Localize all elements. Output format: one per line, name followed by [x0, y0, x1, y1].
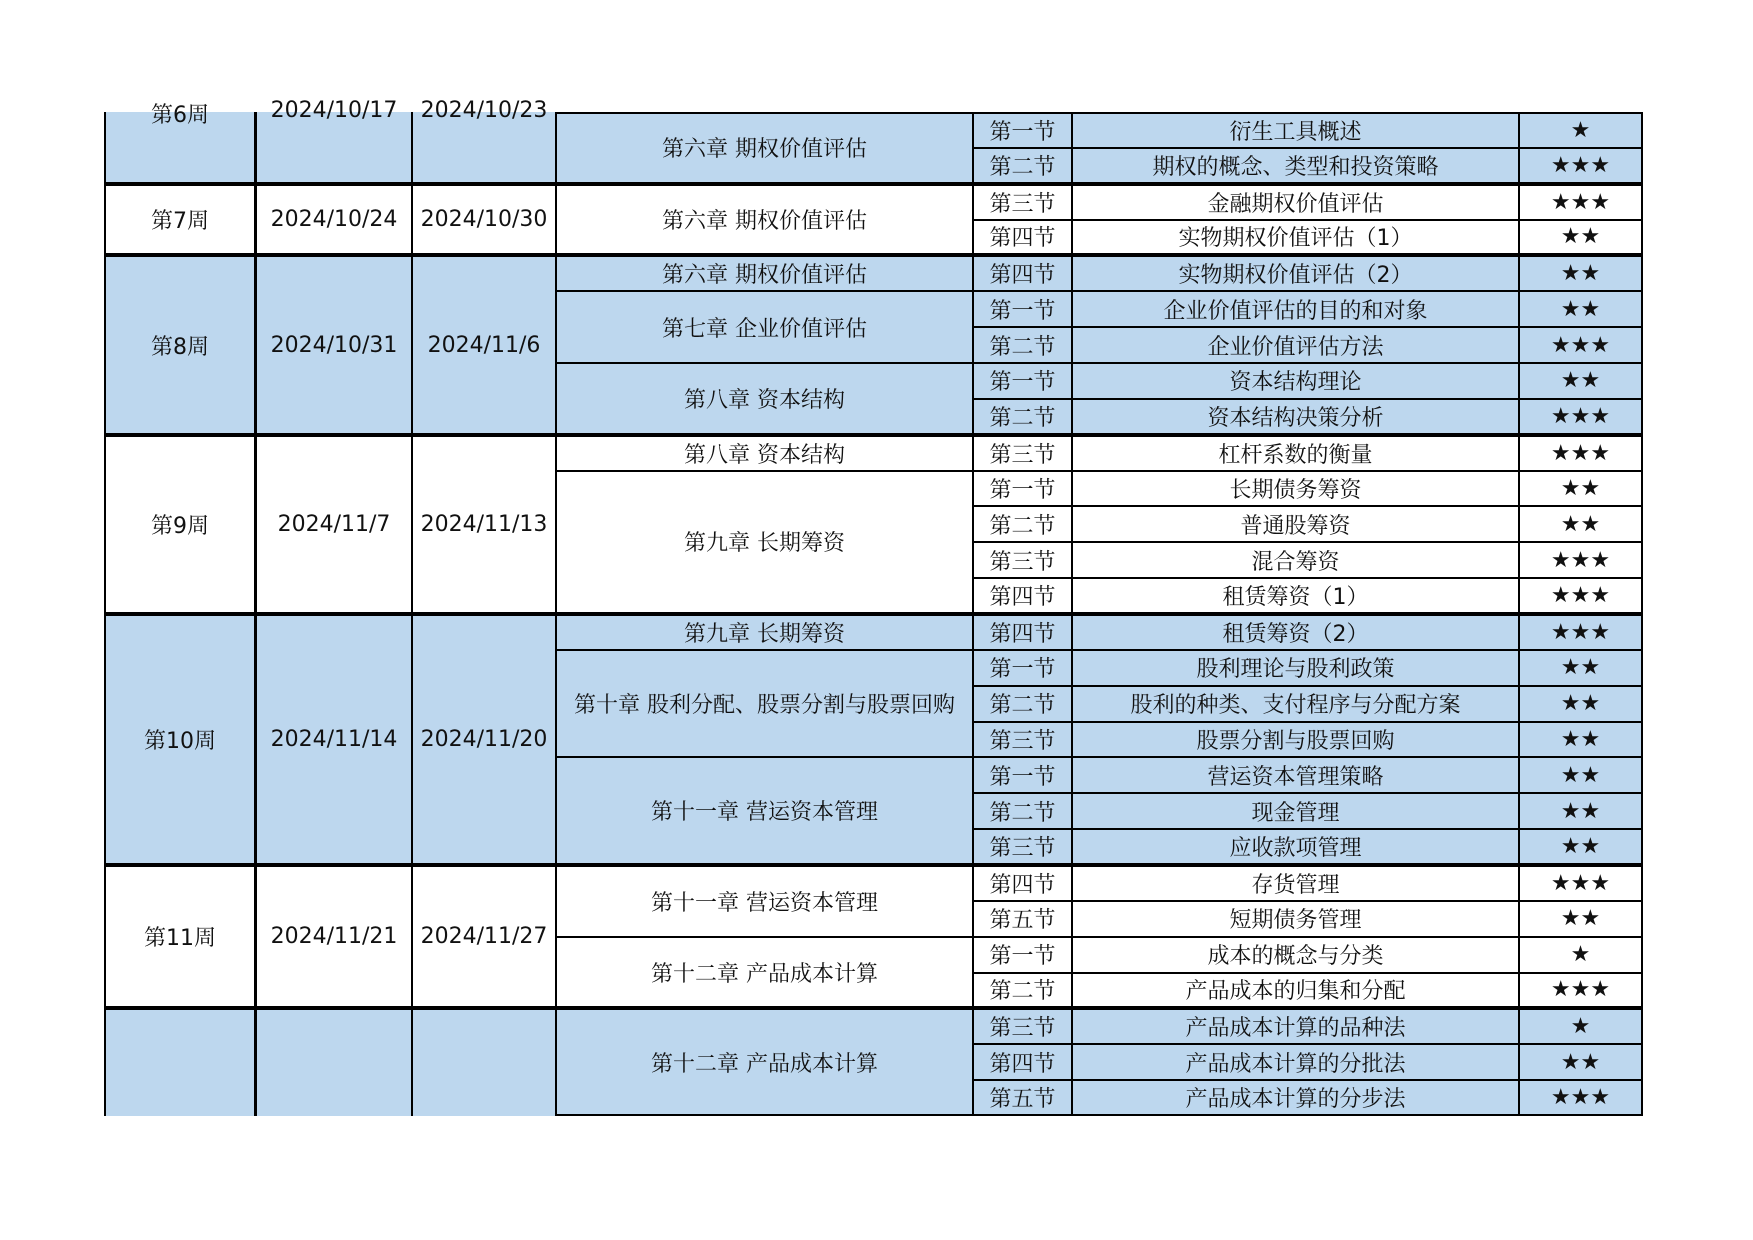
section-cell — [973, 506, 1072, 542]
section-cell-text: 第二节 — [989, 800, 1056, 826]
topic-cell — [1072, 865, 1519, 901]
section-cell-text: 第一节 — [989, 477, 1056, 503]
importance-stars — [1519, 793, 1643, 829]
chapter-cell — [556, 471, 973, 614]
importance-stars — [1519, 291, 1643, 327]
section-cell-text: 第四节 — [989, 621, 1056, 647]
end-date — [412, 255, 556, 434]
topic-cell — [1072, 650, 1519, 686]
importance-stars — [1519, 184, 1643, 220]
topic-cell-text: 成本的概念与分类 — [1207, 944, 1384, 970]
importance-stars-text: ★★ — [1560, 368, 1601, 394]
topic-cell — [1072, 542, 1519, 578]
chapter-cell-text: 第十一章 营运资本管理 — [651, 890, 878, 916]
importance-stars-text: ★★ — [1560, 655, 1601, 681]
importance-stars — [1519, 471, 1643, 507]
importance-stars — [1519, 650, 1643, 686]
topic-cell-text: 股票分割与股票回购 — [1196, 728, 1395, 754]
importance-stars — [1519, 327, 1643, 363]
topic-cell-text: 普通股筹资 — [1240, 513, 1351, 539]
section-cell-text: 第二节 — [989, 154, 1056, 180]
importance-stars-text: ★ — [1570, 117, 1591, 143]
topic-cell-text: 产品成本计算的品种法 — [1185, 1016, 1406, 1042]
end-date — [412, 614, 556, 865]
section-cell — [973, 327, 1072, 363]
importance-stars-text: ★★★ — [1550, 619, 1611, 645]
start-date — [256, 614, 412, 865]
topic-cell-text: 资本结构理论 — [1229, 370, 1362, 396]
end-date — [412, 184, 556, 256]
importance-stars — [1519, 1080, 1643, 1116]
topic-cell — [1072, 722, 1519, 758]
end-date-text: 2024/10/30 — [420, 207, 548, 233]
chapter-cell-text: 第六章 期权价值评估 — [662, 263, 867, 289]
topic-cell-text: 期权的概念、类型和投资策略 — [1152, 154, 1439, 180]
section-cell — [973, 722, 1072, 758]
section-cell-text: 第三节 — [989, 191, 1056, 217]
start-date — [256, 255, 412, 434]
chapter-cell — [556, 435, 973, 471]
topic-cell-text: 企业价值评估方法 — [1207, 334, 1384, 360]
end-date-text: 2024/11/20 — [420, 726, 548, 752]
week-label — [104, 614, 256, 865]
section-cell-text: 第一节 — [989, 298, 1056, 324]
section-cell — [973, 255, 1072, 291]
section-cell — [973, 399, 1072, 435]
topic-cell-text: 衍生工具概述 — [1229, 119, 1362, 145]
section-cell-text: 第四节 — [989, 226, 1056, 252]
importance-stars — [1519, 686, 1643, 722]
chapter-cell — [556, 937, 973, 1009]
importance-stars-text: ★★★ — [1550, 440, 1611, 466]
end-date-text: 2024/10/23 — [420, 98, 548, 123]
schedule-table — [0, 98, 1753, 1116]
importance-stars — [1519, 614, 1643, 650]
topic-cell-text: 短期债务管理 — [1229, 908, 1362, 934]
chapter-cell-text: 第八章 资本结构 — [684, 442, 845, 468]
importance-stars — [1519, 865, 1643, 901]
topic-cell-text: 应收款项管理 — [1229, 836, 1362, 862]
topic-cell — [1072, 506, 1519, 542]
importance-stars — [1519, 112, 1643, 148]
topic-cell — [1072, 255, 1519, 291]
section-cell-text: 第一节 — [989, 764, 1056, 790]
topic-cell — [1072, 937, 1519, 973]
importance-stars-text: ★★★ — [1550, 152, 1611, 178]
start-date — [256, 435, 412, 614]
topic-cell — [1072, 901, 1519, 937]
section-cell-text: 第二节 — [989, 693, 1056, 719]
importance-stars-text: ★★ — [1560, 261, 1601, 287]
section-cell — [973, 112, 1072, 148]
chapter-cell-text: 第九章 长期筹资 — [684, 531, 845, 557]
chapter-cell — [556, 291, 973, 363]
chapter-cell-text: 第十一章 营运资本管理 — [651, 800, 878, 826]
week-label — [104, 103, 256, 184]
topic-cell — [1072, 793, 1519, 829]
section-cell-text: 第一节 — [989, 657, 1056, 683]
importance-stars-text: ★★ — [1560, 475, 1601, 501]
importance-stars-text: ★★★ — [1550, 977, 1611, 1003]
importance-stars-text: ★★ — [1560, 224, 1601, 250]
section-cell — [973, 1008, 1072, 1044]
topic-cell — [1072, 327, 1519, 363]
topic-cell-text: 租赁筹资（1） — [1222, 585, 1369, 611]
topic-cell — [1072, 399, 1519, 435]
week-label-text: 第10周 — [144, 728, 216, 754]
section-cell — [973, 1044, 1072, 1080]
topic-cell — [1072, 614, 1519, 650]
section-cell — [973, 148, 1072, 184]
topic-cell-text: 杠杆系数的衡量 — [1218, 442, 1373, 468]
chapter-cell — [556, 614, 973, 650]
week-label — [104, 184, 256, 256]
chapter-cell-text: 第六章 期权价值评估 — [662, 209, 867, 235]
topic-cell — [1072, 1008, 1519, 1044]
end-date-text: 2024/11/27 — [420, 924, 548, 950]
section-cell — [973, 793, 1072, 829]
topic-cell — [1072, 435, 1519, 471]
section-cell — [973, 937, 1072, 973]
section-cell-text: 第二节 — [989, 513, 1056, 539]
topic-cell-text: 实物期权价值评估（2） — [1178, 263, 1413, 289]
chapter-cell-text: 第十二章 产品成本计算 — [651, 961, 878, 987]
chapter-cell-text: 第九章 长期筹资 — [684, 621, 845, 647]
topic-cell-text: 股利理论与股利政策 — [1196, 657, 1395, 683]
chapter-cell — [556, 363, 973, 435]
end-date — [412, 1008, 556, 1116]
topic-cell — [1072, 363, 1519, 399]
importance-stars-text: ★★ — [1560, 726, 1601, 752]
importance-stars-text: ★★ — [1560, 906, 1601, 932]
importance-stars — [1519, 937, 1643, 973]
importance-stars — [1519, 148, 1643, 184]
topic-cell-text: 产品成本计算的分批法 — [1185, 1051, 1406, 1077]
start-date — [256, 865, 412, 1008]
importance-stars — [1519, 973, 1643, 1009]
end-date — [412, 435, 556, 614]
importance-stars — [1519, 578, 1643, 614]
importance-stars-text: ★ — [1570, 942, 1591, 968]
week-label — [104, 255, 256, 434]
week-label — [104, 435, 256, 614]
section-cell-text: 第三节 — [989, 549, 1056, 575]
section-cell-text: 第五节 — [989, 908, 1056, 934]
topic-cell-text: 金融期权价值评估 — [1207, 191, 1384, 217]
section-cell-text: 第二节 — [989, 334, 1056, 360]
importance-stars — [1519, 1008, 1643, 1044]
importance-stars — [1519, 1044, 1643, 1080]
section-cell — [973, 757, 1072, 793]
section-cell-text: 第一节 — [989, 370, 1056, 396]
start-date — [256, 98, 412, 184]
section-cell — [973, 184, 1072, 220]
section-cell-text: 第四节 — [989, 1051, 1056, 1077]
section-cell-text: 第三节 — [989, 1016, 1056, 1042]
importance-stars — [1519, 435, 1643, 471]
start-date-text: 2024/10/17 — [270, 98, 398, 123]
start-date-text: 2024/11/14 — [270, 726, 398, 752]
topic-cell — [1072, 1044, 1519, 1080]
section-cell — [973, 686, 1072, 722]
chapter-cell — [556, 184, 973, 256]
start-date — [256, 184, 412, 256]
importance-stars — [1519, 757, 1643, 793]
end-date-text: 2024/11/13 — [420, 511, 548, 537]
topic-cell — [1072, 1080, 1519, 1116]
section-cell-text: 第四节 — [989, 872, 1056, 898]
section-cell — [973, 865, 1072, 901]
topic-cell — [1072, 471, 1519, 507]
importance-stars — [1519, 220, 1643, 256]
topic-cell-text: 现金管理 — [1251, 800, 1340, 826]
topic-cell-text: 资本结构决策分析 — [1207, 405, 1384, 431]
section-cell — [973, 435, 1072, 471]
topic-cell — [1072, 829, 1519, 865]
section-cell — [973, 471, 1072, 507]
importance-stars-text: ★★ — [1560, 798, 1601, 824]
section-cell — [973, 578, 1072, 614]
importance-stars-text: ★★★ — [1550, 189, 1611, 215]
chapter-cell — [556, 255, 973, 291]
section-cell — [973, 829, 1072, 865]
chapter-cell — [556, 865, 973, 937]
topic-cell-text: 企业价值评估的目的和对象 — [1163, 298, 1428, 324]
importance-stars — [1519, 829, 1643, 865]
section-cell-text: 第一节 — [989, 944, 1056, 970]
start-date-text: 2024/11/21 — [270, 924, 398, 950]
importance-stars-text: ★★ — [1560, 762, 1601, 788]
end-date — [412, 865, 556, 1008]
topic-cell-text: 实物期权价值评估（1） — [1178, 226, 1413, 252]
importance-stars-text: ★★★ — [1550, 583, 1611, 609]
importance-stars-text: ★ — [1570, 1014, 1591, 1040]
chapter-cell — [556, 1008, 973, 1116]
topic-cell-text: 产品成本计算的分步法 — [1185, 1087, 1406, 1113]
topic-cell — [1072, 578, 1519, 614]
importance-stars-text: ★★ — [1560, 834, 1601, 860]
chapter-cell-text: 第六章 期权价值评估 — [662, 137, 867, 163]
section-cell-text: 第二节 — [989, 405, 1056, 431]
chapter-cell — [556, 757, 973, 865]
section-cell — [973, 1080, 1072, 1116]
section-cell-text: 第三节 — [989, 442, 1056, 468]
end-date — [412, 98, 556, 184]
chapter-cell-text: 第七章 企业价值评估 — [662, 316, 867, 342]
importance-stars-text: ★★ — [1560, 296, 1601, 322]
topic-cell — [1072, 184, 1519, 220]
chapter-cell-text: 第八章 资本结构 — [684, 387, 845, 413]
topic-cell — [1072, 973, 1519, 1009]
week-label — [104, 1008, 256, 1116]
section-cell — [973, 901, 1072, 937]
section-cell — [973, 291, 1072, 327]
topic-cell-text: 存货管理 — [1251, 872, 1340, 898]
week-label-text: 第7周 — [151, 209, 209, 235]
importance-stars-text: ★★★ — [1550, 870, 1611, 896]
section-cell-text: 第四节 — [989, 585, 1056, 611]
topic-cell — [1072, 220, 1519, 256]
importance-stars — [1519, 722, 1643, 758]
start-date — [256, 1008, 412, 1116]
section-cell-text: 第五节 — [989, 1087, 1056, 1113]
importance-stars — [1519, 255, 1643, 291]
section-cell — [973, 220, 1072, 256]
importance-stars — [1519, 399, 1643, 435]
importance-stars-text: ★★★ — [1550, 547, 1611, 573]
importance-stars — [1519, 901, 1643, 937]
topic-cell-text: 营运资本管理策略 — [1207, 764, 1384, 790]
topic-cell-text: 长期债务筹资 — [1229, 477, 1362, 503]
topic-cell-text: 产品成本的归集和分配 — [1185, 979, 1406, 1005]
end-date-text: 2024/11/6 — [427, 332, 541, 358]
importance-stars — [1519, 506, 1643, 542]
importance-stars-text: ★★ — [1560, 1049, 1601, 1075]
topic-cell — [1072, 148, 1519, 184]
topic-cell — [1072, 686, 1519, 722]
section-cell-text: 第四节 — [989, 263, 1056, 289]
importance-stars-text: ★★★ — [1550, 403, 1611, 429]
week-label-text: 第9周 — [151, 513, 209, 539]
topic-cell-text: 租赁筹资（2） — [1222, 621, 1369, 647]
importance-stars — [1519, 542, 1643, 578]
topic-cell-text: 混合筹资 — [1251, 549, 1340, 575]
section-cell — [973, 614, 1072, 650]
start-date-text: 2024/11/7 — [277, 511, 391, 537]
section-cell — [973, 542, 1072, 578]
section-cell — [973, 650, 1072, 686]
chapter-cell — [556, 112, 973, 184]
topic-cell — [1072, 757, 1519, 793]
start-date-text: 2024/10/31 — [270, 332, 398, 358]
topic-cell — [1072, 112, 1519, 148]
section-cell-text: 第二节 — [989, 979, 1056, 1005]
week-label-text: 第6周 — [151, 103, 209, 128]
importance-stars-text: ★★★ — [1550, 1085, 1611, 1111]
start-date-text: 2024/10/24 — [270, 207, 398, 233]
topic-cell — [1072, 291, 1519, 327]
section-cell-text: 第一节 — [989, 119, 1056, 145]
section-cell — [973, 363, 1072, 399]
importance-stars-text: ★★ — [1560, 691, 1601, 717]
week-label-text: 第11周 — [144, 926, 216, 952]
importance-stars — [1519, 363, 1643, 399]
importance-stars-text: ★★ — [1560, 511, 1601, 537]
section-cell-text: 第三节 — [989, 836, 1056, 862]
section-cell — [973, 973, 1072, 1009]
chapter-cell-text: 第十二章 产品成本计算 — [651, 1051, 878, 1077]
importance-stars-text: ★★★ — [1550, 332, 1611, 358]
week-label-text: 第8周 — [151, 334, 209, 360]
chapter-cell — [556, 650, 973, 758]
topic-cell-text: 股利的种类、支付程序与分配方案 — [1130, 693, 1461, 719]
section-cell-text: 第三节 — [989, 728, 1056, 754]
week-label — [104, 865, 256, 1008]
chapter-cell-text: 第十章 股利分配、股票分割与股票回购 — [574, 693, 955, 719]
